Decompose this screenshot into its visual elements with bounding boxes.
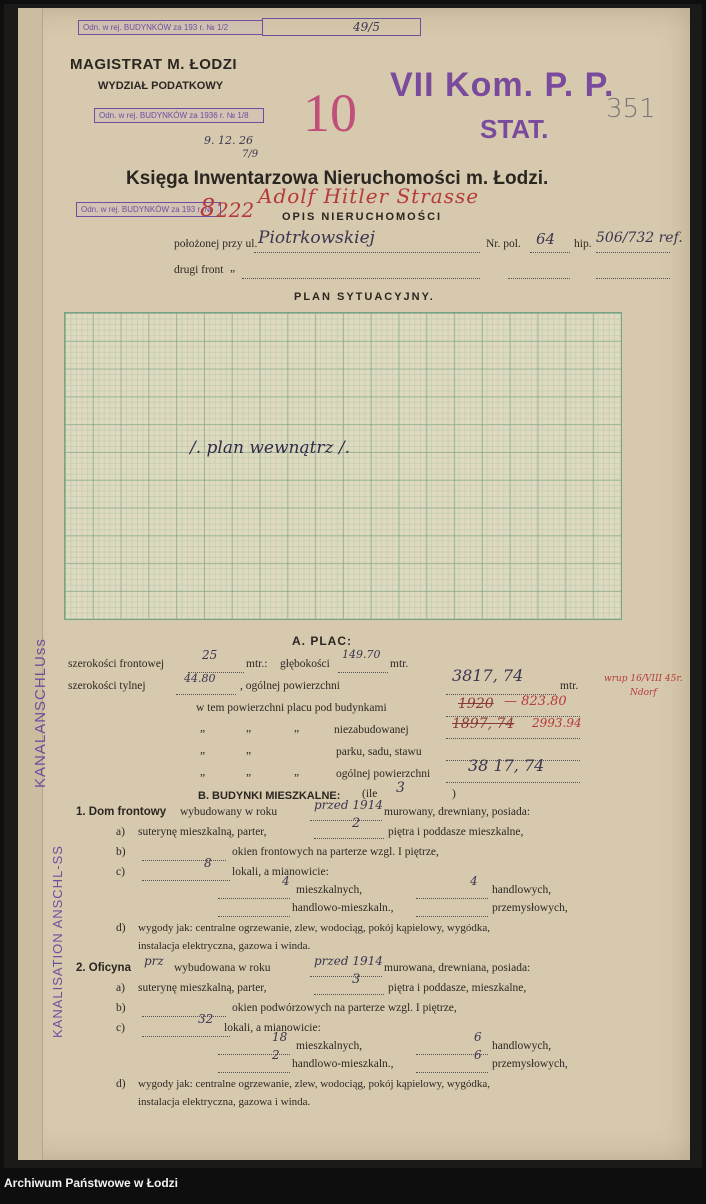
ditto-1b: „ <box>246 722 252 734</box>
sqm-label: mtr. <box>560 680 579 692</box>
front-d-label: d) <box>116 922 126 934</box>
stat-stamp: STAT. <box>480 114 549 144</box>
second-front-line <box>242 278 480 279</box>
annex-year-line <box>310 976 382 977</box>
front-mixed-line <box>218 916 290 917</box>
front-built-label: wybudowany w roku <box>180 806 278 818</box>
annex-prefix: prz <box>144 954 164 968</box>
date-note-2: 7/9 <box>242 149 259 160</box>
ditto-2a: „ <box>200 744 206 756</box>
front-c-label: c) <box>116 866 125 878</box>
street-line <box>254 252 480 253</box>
annex-windows-line <box>142 1016 226 1017</box>
binding-edge <box>18 8 43 1160</box>
depth-line <box>338 672 388 673</box>
department-heading: WYDZIAŁ PODATKOWY <box>98 80 224 92</box>
nr-line <box>530 252 570 253</box>
front-amenities-text: wygody jak: centralne ogrzewanie, zlew, wodociąg, pokój kąpielowy, wygódka, <box>138 922 490 934</box>
buildings-count-suffix: ) <box>452 788 456 800</box>
annex-industrial-count: 6 <box>474 1048 482 1062</box>
annex-title: 2. Oficyna <box>76 962 131 974</box>
park-label: parku, sadu, stawu <box>336 746 422 758</box>
annex-floors-value: 3 <box>352 972 361 987</box>
overall-area-value: 38 17, 74 <box>468 756 545 775</box>
ditto-3b: „ <box>246 766 252 778</box>
nr-value: 64 <box>536 230 556 248</box>
buildings-heading: B. BUDYNKI MIESZKALNE: <box>198 790 341 802</box>
annex-amenities-text: wygody jak: centralne ogrzewanie, zlew, wodociąg, pokój kąpielowy, wygódka, <box>138 1078 490 1090</box>
annex-mixed-label: handlowo-mieszkaln., <box>292 1058 394 1070</box>
front-residential-label: mieszkalnych, <box>296 884 363 896</box>
front-floors-text: piętra i poddasze mieszkalne, <box>388 826 524 838</box>
annex-units-line <box>142 1036 230 1037</box>
unbuilt-new: 2993.94 <box>532 716 582 730</box>
archive-footer: Archiwum Państwowe w Łodzi <box>4 1176 179 1190</box>
front-units-line <box>142 880 230 881</box>
front-windows-text: okien frontowych na parterze wzgl. I piętrze, <box>232 846 439 858</box>
sewer-connection-stamp-vertical: KANALISATION ANSCHL-SS <box>50 845 65 1038</box>
annex-industrial-line <box>416 1072 488 1073</box>
mtr-label: mtr.: <box>246 658 268 670</box>
annex-industrial-label: przemysłowych, <box>492 1058 568 1070</box>
front-commercial-line <box>416 898 488 899</box>
buildings-count: 3 <box>396 780 405 796</box>
annex-commercial-label: handlowych, <box>492 1040 552 1052</box>
annex-commercial-count: 6 <box>474 1030 482 1044</box>
annex-basement-text: suterynę mieszkalną, parter, <box>138 982 267 994</box>
page-title: Księga Inwentarzowa Nieruchomości m. Łodzi. <box>126 168 549 189</box>
total-area-value: 3817, 74 <box>452 666 524 685</box>
front-units-count: 8 <box>204 856 212 870</box>
front-floors-line <box>314 838 384 839</box>
second-front-nr-line <box>508 278 570 279</box>
annex-mixed-count: 2 <box>272 1048 280 1062</box>
annex-year: przed 1914 <box>314 954 383 968</box>
front-mixed-label: handlowo-mieszkaln., <box>292 902 394 914</box>
ditto-3c: „ <box>294 766 300 778</box>
front-units-text: lokali, a mianowicie: <box>232 866 329 878</box>
hip-label: hip. <box>574 238 592 250</box>
built-area-new: — 823.80 <box>504 694 567 709</box>
street-rename-note: Adolf Hitler Strasse <box>258 184 480 208</box>
nr-label: Nr. pol. <box>486 238 521 250</box>
handwritten-file-number: 222 <box>216 198 255 222</box>
built-area-label: w tem powierzchni placu pod budynkami <box>196 702 387 714</box>
annex-windows-text: okien podwórzowych na parterze wzgl. I piętrze, <box>232 1002 457 1014</box>
hip-value: 506/732 ref. <box>596 230 683 246</box>
ditto-3a: „ <box>200 766 206 778</box>
annex-material: murowana, drewniana, posiada: <box>384 962 531 974</box>
rear-width-label: szerokości tylnej <box>68 680 146 692</box>
date-note: 9. 12. 26 <box>204 134 253 147</box>
unbuilt-label: niezabudowanej <box>334 724 409 736</box>
annex-d-label: d) <box>116 1078 126 1090</box>
register-stamp-top-2: 49/5 <box>262 18 421 36</box>
front-floors-value: 2 <box>352 816 361 831</box>
site-plan-note: /. plan wewnątrz /. <box>190 438 351 458</box>
front-commercial-label: handlowych, <box>492 884 552 896</box>
street-label: położonej przy ul. <box>174 238 258 250</box>
handwritten-file-letter: 8 <box>200 194 216 222</box>
unbuilt-line <box>446 738 580 739</box>
front-industrial-label: przemysłowych, <box>492 902 568 914</box>
ditto-1a: „ <box>200 722 206 734</box>
front-year-line <box>310 820 382 821</box>
annex-mixed-line <box>218 1072 290 1073</box>
depth-value: 149.70 <box>342 648 381 661</box>
front-windows-line <box>142 860 226 861</box>
magistrat-heading: MAGISTRAT M. ŁODZI <box>70 56 238 73</box>
site-plan-grid <box>64 312 622 620</box>
overall-area-label: ogólnej powierzchni <box>336 768 431 780</box>
annex-units-count: 32 <box>198 1012 214 1026</box>
front-amenities-text-2: instalacja elektryczna, gazowa i winda. <box>138 940 311 952</box>
front-commercial-count: 4 <box>470 874 478 888</box>
register-stamp-mid: Odn. w rej. BUDYNKÓW za 1936 r. № 1/8 <box>94 108 264 123</box>
annex-floors-text: piętra i poddasze, mieszkalne, <box>388 982 527 994</box>
document-sheet <box>18 8 690 1160</box>
hip-line <box>596 252 670 253</box>
annex-floors-line <box>314 994 384 995</box>
street-value: Piotrkowskiej <box>258 228 375 248</box>
register-stamp-top: Odn. w rej. BUDYNKÓW za 193 r. № 1/2 <box>78 20 263 35</box>
front-house-title: 1. Dom frontowy <box>76 806 167 818</box>
annex-b-label: b) <box>116 1002 126 1014</box>
property-description-heading: OPIS NIERUCHOMOŚCI <box>282 211 443 223</box>
front-b-label: b) <box>116 846 126 858</box>
commission-stamp: VII Kom. P. P. <box>390 66 615 104</box>
big-number: 10 <box>303 83 357 143</box>
built-area-old: 1920 <box>458 696 494 712</box>
depth-label: głębokości <box>280 658 330 670</box>
site-plan-heading: PLAN SYTUACYJNY. <box>294 291 435 303</box>
front-a-label: a) <box>116 826 125 838</box>
register-stamp-low: Odn. w rej. BUDYNKÓW za 193 r. № <box>76 202 221 217</box>
pencil-number: 351 <box>606 94 656 124</box>
second-front-hip-line <box>596 278 670 279</box>
annex-c-label: c) <box>116 1022 125 1034</box>
ditto-2b: „ <box>246 744 252 756</box>
annex-residential-label: mieszkalnych, <box>296 1040 363 1052</box>
buildings-count-prefix: (ile <box>362 788 378 800</box>
drainage-stamp-vertical: KANALANSCHLUss <box>32 638 49 788</box>
front-basement-text: suterynę mieszkalną, parter, <box>138 826 267 838</box>
annex-built-label: wybudowana w roku <box>174 962 271 974</box>
overall-area-line <box>446 782 580 783</box>
rear-width-value: 44.80 <box>184 672 216 685</box>
annex-units-text: lokali, a mianowicie: <box>224 1022 321 1034</box>
front-residential-line <box>218 898 290 899</box>
front-material: murowany, drewniany, posiada: <box>384 806 531 818</box>
mtr-label-2: mtr. <box>390 658 409 670</box>
ditto-1c: „ <box>294 722 300 734</box>
front-residential-count: 4 <box>282 874 290 888</box>
unbuilt-old: 1897, 74 <box>452 716 515 732</box>
annex-a-label: a) <box>116 982 125 994</box>
second-front-label: drugi front <box>174 264 224 276</box>
plot-heading: A. PLAC: <box>292 634 352 648</box>
front-width-value: 25 <box>202 648 218 662</box>
front-year: przed 1914 <box>314 798 383 812</box>
front-width-label: szerokości frontowej <box>68 658 165 670</box>
annex-residential-count: 18 <box>272 1030 288 1044</box>
correction-note: wrup 16/VIII 45r. <box>604 674 683 684</box>
ditto-mark: „ <box>230 262 236 274</box>
front-industrial-line <box>416 916 488 917</box>
total-area-label: , ogólnej powierzchni <box>240 680 340 692</box>
correction-signature: Ndorf <box>630 688 657 698</box>
rear-width-line <box>176 694 236 695</box>
annex-amenities-text-2: instalacja elektryczna, gazowa i winda. <box>138 1096 311 1108</box>
